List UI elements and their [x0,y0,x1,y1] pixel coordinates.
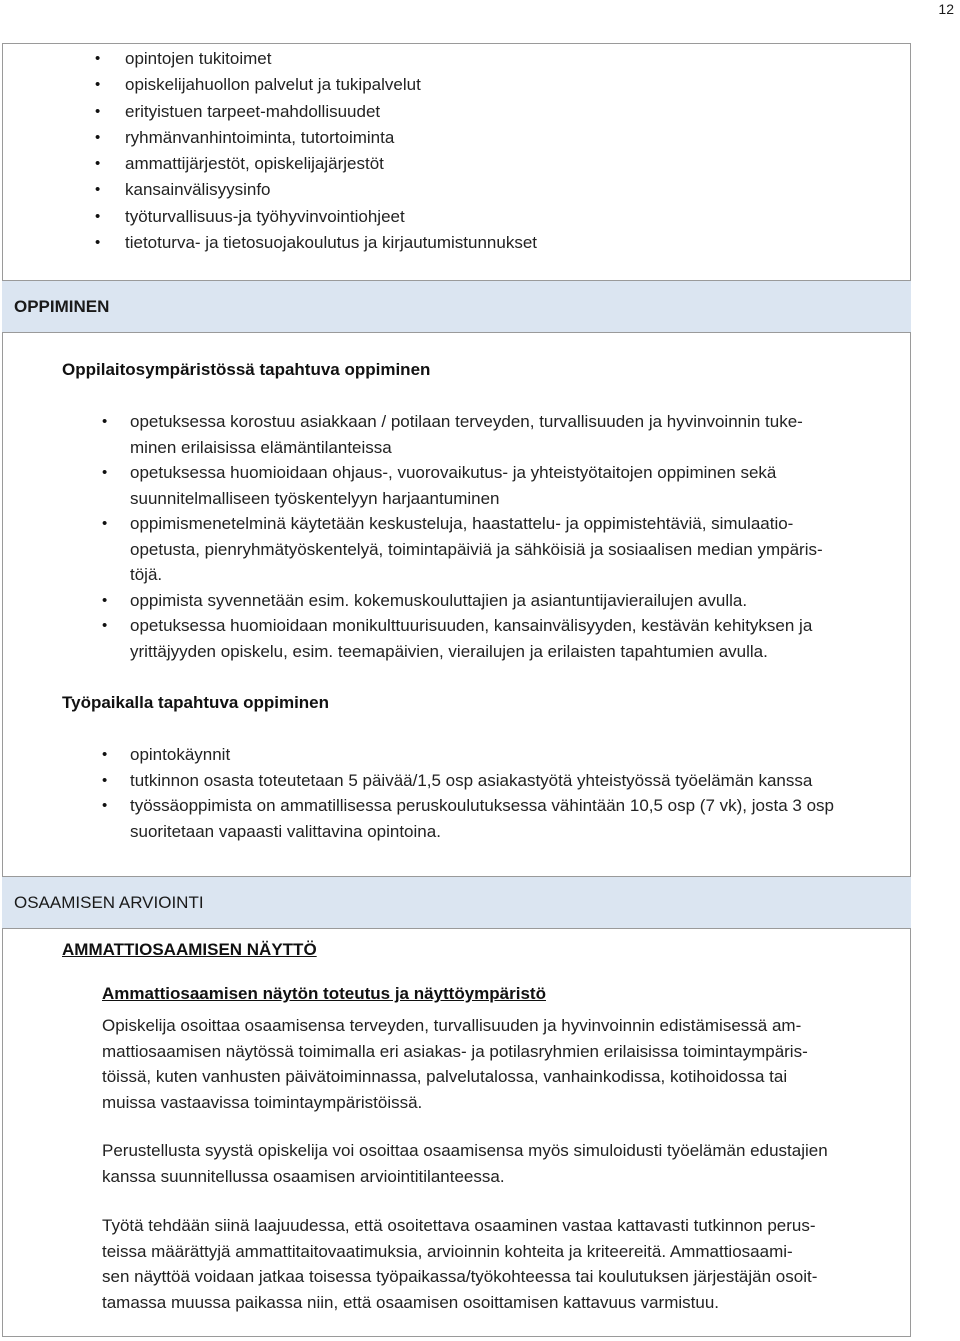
list-item [95,204,537,230]
bullet-icon: • [102,413,108,430]
list-item [95,230,537,256]
list-item-text: opetuksessa korostuu asiakkaan / potilaan terveyden, turvallisuuden ja hyvinvoinnin tuke- minen erilaisissa elämäntilanteissa [130,412,803,457]
intro-list [95,46,537,256]
paragraph-2: Perustellusta syystä opiskelija voi osoittaa osaamisensa myös simuloidusti työelämän edustajien kanssa suunnitellussa osaamisen arviointitilanteessa. [102,1141,828,1186]
list-item [95,125,537,151]
list-item [100,742,900,768]
paragraph-3: Työtä tehdään siinä laajuudessa, että osoitettava osaaminen vastaa kattavasti tutkinnon perus- teissa määrättyjä ammattitaitovaatimuksia, arvioinnin kohteita ja kriteereitä. Ammattiosaami- sen näyttöä voidaan jatkaa toisessa työpaikassa/työkohteessa tai koulutuksen järjestäjän osoit- tamassa muussa paikassa niin, että osaamisen osoittamisen kattavuus varmistuu. [102,1216,818,1312]
list-item-text: työturvallisuus-ja työhyvinvointiohjeet [125,206,405,226]
bullet-icon: • [102,515,108,532]
list-item [95,151,537,177]
list-item [95,72,537,98]
list-item-text: opintokäynnit [130,745,231,764]
list-item-text: ryhmänvanhintoiminta, tutortoiminta [125,127,395,147]
list-item [100,588,900,614]
list-item-text: oppimismenetelminä käytetään keskusteluja, haastattelu- ja oppimistehtäviä, simulaatio- opetusta, pienryhmätyöskentelyä, toimintapäiviä ja sähköisiä ja sosiaalisen median ympäris- töjä. [130,514,823,584]
list-item [95,177,537,203]
list-item [100,460,900,511]
bullet-icon: • [95,50,101,67]
list-tyopaikka [100,742,900,844]
section-bar-oppiminen [2,280,911,333]
list-item-text: opiskelijahuollon palvelut ja tukipalvelut [125,75,421,95]
bullet-icon: • [102,617,108,634]
list-item-text: kansainvälisyysinfo [125,180,271,200]
list-item-text: tietoturva- ja tietosuojakoulutus ja kirjautumistunnukset [125,233,537,253]
bullet-icon: • [102,771,108,789]
list-item [100,793,900,844]
bullet-icon: • [102,746,108,763]
list-item [95,99,537,125]
bullet-icon: • [95,102,101,120]
heading-naytto: AMMATTIOSAAMISEN NÄYTTÖ [62,940,317,959]
list-item-text: opintojen tukitoimet [125,49,272,68]
list-item-text: työssäoppimista on ammatillisessa peruskoulutuksessa vähintään 10,5 osp (7 vk), josta 3 osp suoritetaan vapaasti valittavina opintoina. [130,796,834,841]
bullet-icon: • [95,155,101,173]
bullet-icon: • [102,464,108,481]
list-item-text: oppimista syvennetään esim. kokemuskouluttajien ja asiantuntijavierailujen avulla. [130,590,748,610]
paragraph-1: Opiskelija osoittaa osaamisensa terveyden, turvallisuuden ja hyvinvoinnin edistämisessä am- mattiosaamisen näytössä toimimalla eri asiakas- ja potilasryhmien erilaisissa toimintaympäris- töissä, kuten vanhusten päivätoiminnassa, palvelutalossa, vanhainkodissa, kotihoidossa tai muissa vastaavissa toimintaympäristöissä. [102,1016,808,1112]
list-item [100,613,900,664]
bullet-icon: • [95,181,101,199]
bullet-icon: • [95,234,101,252]
list-item [95,46,537,72]
section-bar-arviointi [2,876,911,929]
bullet-icon: • [95,76,101,94]
heading-tyopaikka: Työpaikalla tapahtuva oppiminen [62,693,330,712]
list-item [100,768,900,794]
list-item-text: opetuksessa huomioidaan monikulttuurisuuden, kansainvälisyyden, kestävän kehityksen ja yrittäjyyden opiskelu, esim. teemapäivien, vierailujen ja erilaisten tapahtumien avulla. [130,616,813,661]
section-title-oppiminen: OPPIMINEN [14,297,110,316]
list-item-text: erityistuen tarpeet-mahdollisuudet [125,101,381,121]
bullet-icon: • [102,797,108,814]
list-item-text: opetuksessa huomioidaan ohjaus-, vuorovaikutus- ja yhteistyötaitojen oppiminen sekä suunnitelmalliseen työskentelyyn harjaantuminen [130,463,777,508]
list-item-text: ammattijärjestöt, opiskelijajärjestöt [125,154,384,174]
list-item [100,511,900,588]
heading-oppilaitos: Oppilaitosympäristössä tapahtuva oppiminen [62,360,431,379]
bullet-icon: • [95,128,101,146]
page-number: 12 [938,1,954,17]
heading-toteutus: Ammattiosaamisen näytön toteutus ja näyttöympäristö [102,984,546,1003]
list-item-text: tutkinnon osasta toteutetaan 5 päivää/1,5 osp asiakastyötä yhteistyössä työelämän kanssa [130,770,813,790]
list-item [100,409,900,460]
bullet-icon: • [95,207,101,225]
bullet-icon: • [102,591,108,609]
list-oppilaitos [100,409,900,664]
section-title-arviointi: OSAAMISEN ARVIOINTI [14,893,204,912]
